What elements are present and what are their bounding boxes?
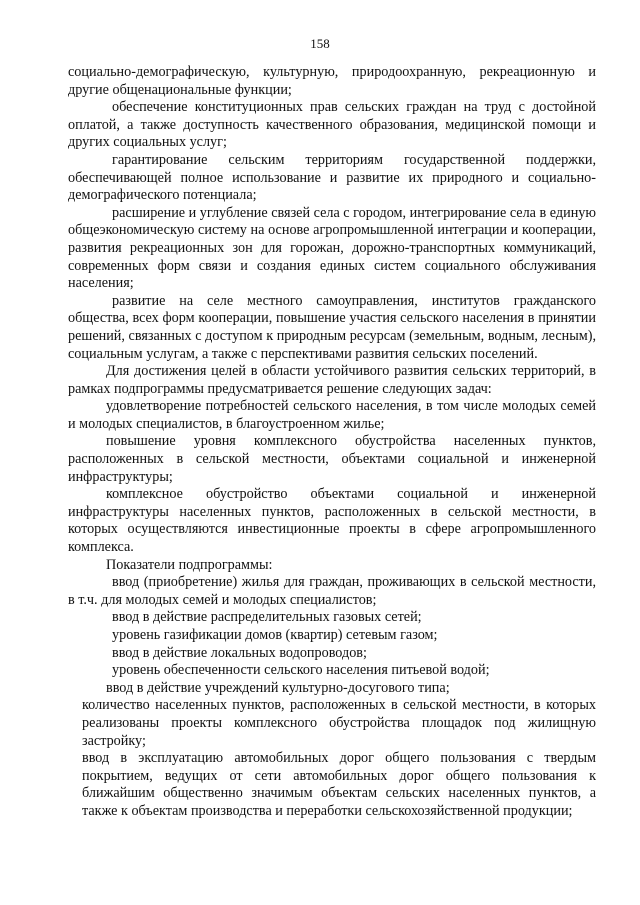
paragraph: удовлетворение потребностей сельского населения, в том числе молодых семей и молодых специалистов, в благоустроенном жилье; — [68, 398, 596, 432]
paragraph: ввод в действие распределительных газовых сетей; — [112, 609, 422, 626]
paragraph: ввод в действие учреждений культурно-досугового типа; — [106, 679, 450, 696]
paragraph: уровень газификации домов (квартир) сетевым газом; — [112, 627, 438, 643]
paragraph: комплексное обустройство объектами социальной и инженерной инфраструктуры населенных пунктов, расположенных в сельской местности, в которых осуществляются инвестиционные проекты в сфере агропромышленного комплекса. — [68, 486, 596, 556]
document-body — [68, 64, 596, 821]
paragraph: ввод (приобретение) жилья для граждан, проживающих в сельской местности, в т.ч. для молодых семей и молодых специалистов; — [68, 574, 596, 608]
page-number: 158 — [310, 36, 330, 51]
paragraph: развитие на селе местного самоуправления, институтов гражданского общества, всех форм кооперации, повышение участия сельского населения в принятии решений, связанных с доступом к природным ресурсам (земельным, водным, лесным), социальным услугам, а также с перспективами развития сельских поселений. — [68, 292, 596, 362]
paragraph: Для достижения целей в области устойчивого развития сельских территорий, в рамках подпрограммы предусматривается решение следующих задач: — [68, 363, 596, 397]
paragraph: расширение и углубление связей села с городом, интегрирование села в единую общеэкономическую систему на основе агропромышленной интеграции и кооперации, развития рекреационных зон для горожан, дорожно-транспортных коммуникаций, современных форм связи и создания единых систем социального обслуживания населения; — [68, 204, 596, 292]
paragraph: ввод в эксплуатацию автомобильных дорог общего пользования с твердым покрытием, ведущих от сети автомобильных дорог общего пользования к ближайшим общественно значимым объектам сельских населенных пунктов, а также к объектам производства и переработки сельскохозяйственной продукции; — [82, 750, 596, 819]
paragraph: уровень обеспеченности сельского населения питьевой водой; — [112, 662, 490, 679]
paragraph: повышение уровня комплексного обустройства населенных пунктов, расположенных в сельской местности, объектами социальной и инженерной инфраструктуры; — [68, 433, 596, 485]
paragraph: обеспечение конституционных прав сельских граждан на труд с достойной оплатой, а также доступность качественного образования, медицинской помощи и других социальных услуг; — [68, 99, 596, 151]
paragraph: количество населенных пунктов, расположенных в сельской местности, в которых реализованы проекты комплексного обустройства площадок под жилищную застройку; — [82, 697, 596, 749]
paragraph: гарантирование сельским территориям государственной поддержки, обеспечивающей полное использование и развитие их природного и социально-демографического потенциала; — [68, 151, 596, 204]
paragraph: социально-демографическую, культурную, природоохранную, рекреационную и другие общенациональные функции; — [68, 64, 596, 98]
paragraph: ввод в действие локальных водопроводов; — [112, 644, 367, 661]
paragraph: Показатели подпрограммы: — [106, 556, 273, 573]
